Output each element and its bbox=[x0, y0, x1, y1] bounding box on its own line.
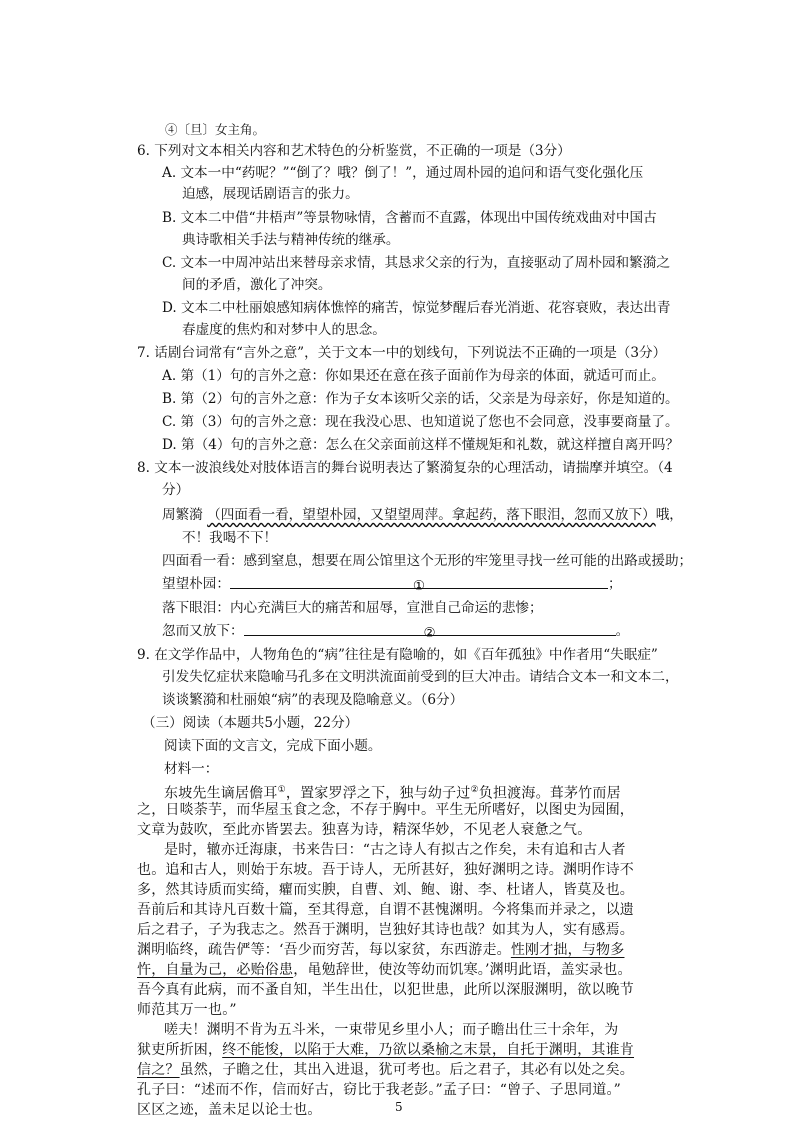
q8-stage-direction-line bbox=[162, 505, 683, 525]
footnote-4: ④〔旦〕女主角。 bbox=[165, 122, 266, 137]
classical-text-line-11: 吾今真有此病，而不蚤自知，半生出仕，以犯世患，此所以深服渊明，欲以晚节 bbox=[137, 982, 634, 998]
classical-text-line-2: 之，日啖荼芋，而华屋玉食之念，不存于胸中。平生无所嗜好，以图史为园囿， bbox=[137, 802, 634, 818]
q6-option-b-cont: 典诗歌相关手法与精神传统的继承。 bbox=[182, 232, 400, 248]
text-seg: 东坡先生谪居儋耳 bbox=[164, 785, 278, 802]
material-label: 材料一： bbox=[164, 761, 219, 777]
q6-option-b: B. 文本二中借“井梧声”等景物咏情，含蓄而不直露，体现出中国传统戏曲对中国古 bbox=[162, 210, 657, 226]
reading-instruction: 阅读下面的文言文，完成下面小题。 bbox=[164, 738, 382, 754]
q8-item-put-down bbox=[162, 621, 629, 641]
text-seg: ，置家罗浮之下，独与幼子过 bbox=[285, 785, 471, 802]
question-8-cont: 分） bbox=[162, 482, 190, 498]
section-heading: （三）阅读（本题共5小题，22分） bbox=[142, 715, 359, 731]
classical-text-line-16: 孔子曰：“述而不作，信而好古，窃比于我老彭。”孟子曰：“曾子、子思同道。” bbox=[137, 1082, 622, 1098]
text-seg: 狱吏所折困， bbox=[137, 1042, 223, 1058]
wavy-underlined-direction: （四面看一看，望望朴园，又望望周萍。拿起药，落下眼泪，忽而又放下） bbox=[207, 507, 656, 523]
underlined-phrase: 忤，自量为己，必贻俗患 bbox=[137, 962, 294, 978]
question-9-cont2: 谈谈繁漪和杜丽娘“病”的表现及隐喻意义。（6分） bbox=[162, 692, 464, 708]
question-9-cont1: 引发失忆症状来隐喻马孔多在文明洪流面前受到的巨大冲击。请结合文本一和文本二， bbox=[162, 669, 679, 685]
answer-blank-1[interactable] bbox=[230, 574, 608, 594]
classical-text-line-4: 是时，辙亦迁海康，书来告曰：“古之诗人有拟古之作矣，未有追和古人者 bbox=[164, 842, 626, 858]
question-6: 6. 下列对文本相关内容和艺术特色的分析鉴赏，不正确的一项是（3分） bbox=[137, 143, 571, 159]
page-number: 5 bbox=[395, 1100, 403, 1114]
classical-text-line-13: 嗟夫！渊明不肯为五斗米，一束带见乡里小人；而子瞻出仕三十余年，为 bbox=[164, 1022, 619, 1038]
classical-text-line-7: 吾前后和其诗凡百数十篇，至其得意，自谓不甚愧渊明。今将集而并录之，以遗 bbox=[137, 902, 634, 918]
q6-option-d: D. 文本二中杜丽娘感知病体憔悴的痛苦，惊觉梦醒后春光消逝、花容衰败，表达出青 bbox=[162, 300, 671, 316]
q8-item-tears: 落下眼泪：内心充满巨大的痛苦和屈辱，宣泄自己命运的悲惨； bbox=[162, 600, 543, 616]
q6-option-a: A. 文本一中“药呢？”“倒了？哦？倒了！”，通过周朴园的追问和语气变化强化压 bbox=[162, 165, 644, 181]
speaker-name: 周繁漪 bbox=[162, 507, 203, 523]
underlined-phrase: 性刚才拙，与物多 bbox=[510, 942, 625, 958]
q6-option-c-cont: 间的矛盾，激化了冲突。 bbox=[182, 277, 332, 293]
text-seg: ，黾勉辞世，使汝等幼而饥寒。’渊明此语，盖实录也。 bbox=[293, 962, 632, 978]
footnote-marker-2: ② bbox=[470, 785, 479, 795]
classical-text-line-12: 师范其万一也。” bbox=[137, 1002, 237, 1018]
q7-option-a: A. 第（1）句的言外之意：你如果还在意在孩子面前作为母亲的体面，就适可而止。 bbox=[162, 368, 665, 384]
question-8: 8. 文本一波浪线处对肢体语言的舞台说明表达了繁漪复杂的心理活动，请揣摩并填空。（4 bbox=[137, 460, 673, 476]
q7-option-d: D. 第（4）句的言外之意：怎么在父亲面前这样不懂规矩和礼数，就这样擅自离开吗？ bbox=[162, 437, 680, 453]
exclamation: 哦， bbox=[655, 507, 683, 523]
classical-text-line-8: 后之君子，子为我志之。然吾于渊明，岂独好其诗也哉？如其为人，实有感焉。 bbox=[137, 922, 634, 938]
q8-item-look-around: 四面看一看：感到窒息，想要在周公馆里这个无形的牢笼里寻找一丝可能的出路或援助； bbox=[162, 553, 693, 569]
classical-text-line-15 bbox=[137, 1060, 634, 1080]
blank-number: ② bbox=[423, 625, 436, 641]
q8-dialogue: 不！我喝不下！ bbox=[182, 530, 278, 546]
q7-option-b: B. 第（2）句的言外之意：作为子女本该听父亲的话，父亲是为母亲好，你是知道的。 bbox=[162, 391, 679, 407]
question-9: 9. 在文学作品中，人物角色的“病”往往是有隐喻的，如《百年孤独》中作者用“失眠症” bbox=[137, 647, 658, 663]
classical-text-line-6: 多，然其诗质而实绮，癯而实腴，自曹、刘、鲍、谢、李、杜诸人，皆莫及也。 bbox=[137, 882, 634, 898]
q8-item-look-puyuan bbox=[162, 574, 622, 594]
punct: 。 bbox=[615, 623, 630, 639]
underlined-phrase: 信之？ bbox=[137, 1062, 180, 1078]
classical-text-line-5: 也。追和古人，则始于东坡。吾于诗人，无所甚好，独好渊明之诗。渊明作诗不 bbox=[137, 862, 634, 878]
q6-option-d-cont: 春虚度的焦灼和对梦中人的思念。 bbox=[182, 322, 386, 338]
classical-text-line-14 bbox=[137, 1040, 634, 1060]
classical-text-line-3: 文章为鼓吹，至此亦皆罢去。独喜为诗，精深华妙，不见老人衰惫之气。 bbox=[137, 822, 592, 838]
footnote-marker-1: ① bbox=[277, 785, 286, 795]
q6-option-c: C. 文本一中周冲站出来替母亲求情，其恳求父亲的行为，直接驱动了周朴园和繁漪之 bbox=[162, 255, 670, 271]
item-label: 望望朴园： bbox=[162, 576, 230, 592]
q6-option-a-cont: 迫感，展现话剧语言的张力。 bbox=[182, 186, 359, 202]
classical-text-line-10 bbox=[137, 960, 632, 980]
text-seg: 虽然，子瞻之仕，其出入进退，犹可考也。后之君子，其必有以处之矣。 bbox=[179, 1062, 635, 1078]
q7-option-c: C. 第（3）句的言外之意：现在我没心思、也知道说了您也不会同意，没事要商量了。 bbox=[162, 414, 679, 430]
classical-text-line-17: 区区之迹，盖未足以论士也。 bbox=[137, 1102, 322, 1118]
punct: ； bbox=[607, 576, 622, 592]
item-label: 忽而又放下： bbox=[162, 623, 244, 639]
blank-number: ① bbox=[412, 578, 426, 594]
classical-text-line-9 bbox=[137, 940, 624, 960]
text-seg: 渊明临终，疏告俨等：‘吾少而穷苦，每以家贫，东西游走。 bbox=[137, 942, 511, 958]
answer-blank-2[interactable] bbox=[244, 621, 616, 641]
text-seg: 负担渡海。葺茅竹而居 bbox=[478, 785, 621, 802]
question-7: 7. 话剧台词常有“言外之意”，关于文本一中的划线句，下列说法不正确的一项是（3分） bbox=[137, 345, 667, 361]
underlined-phrase: 终不能悛，以陷于大难，乃欲以桑榆之末景，自托于渊明，其谁肯 bbox=[222, 1042, 635, 1058]
